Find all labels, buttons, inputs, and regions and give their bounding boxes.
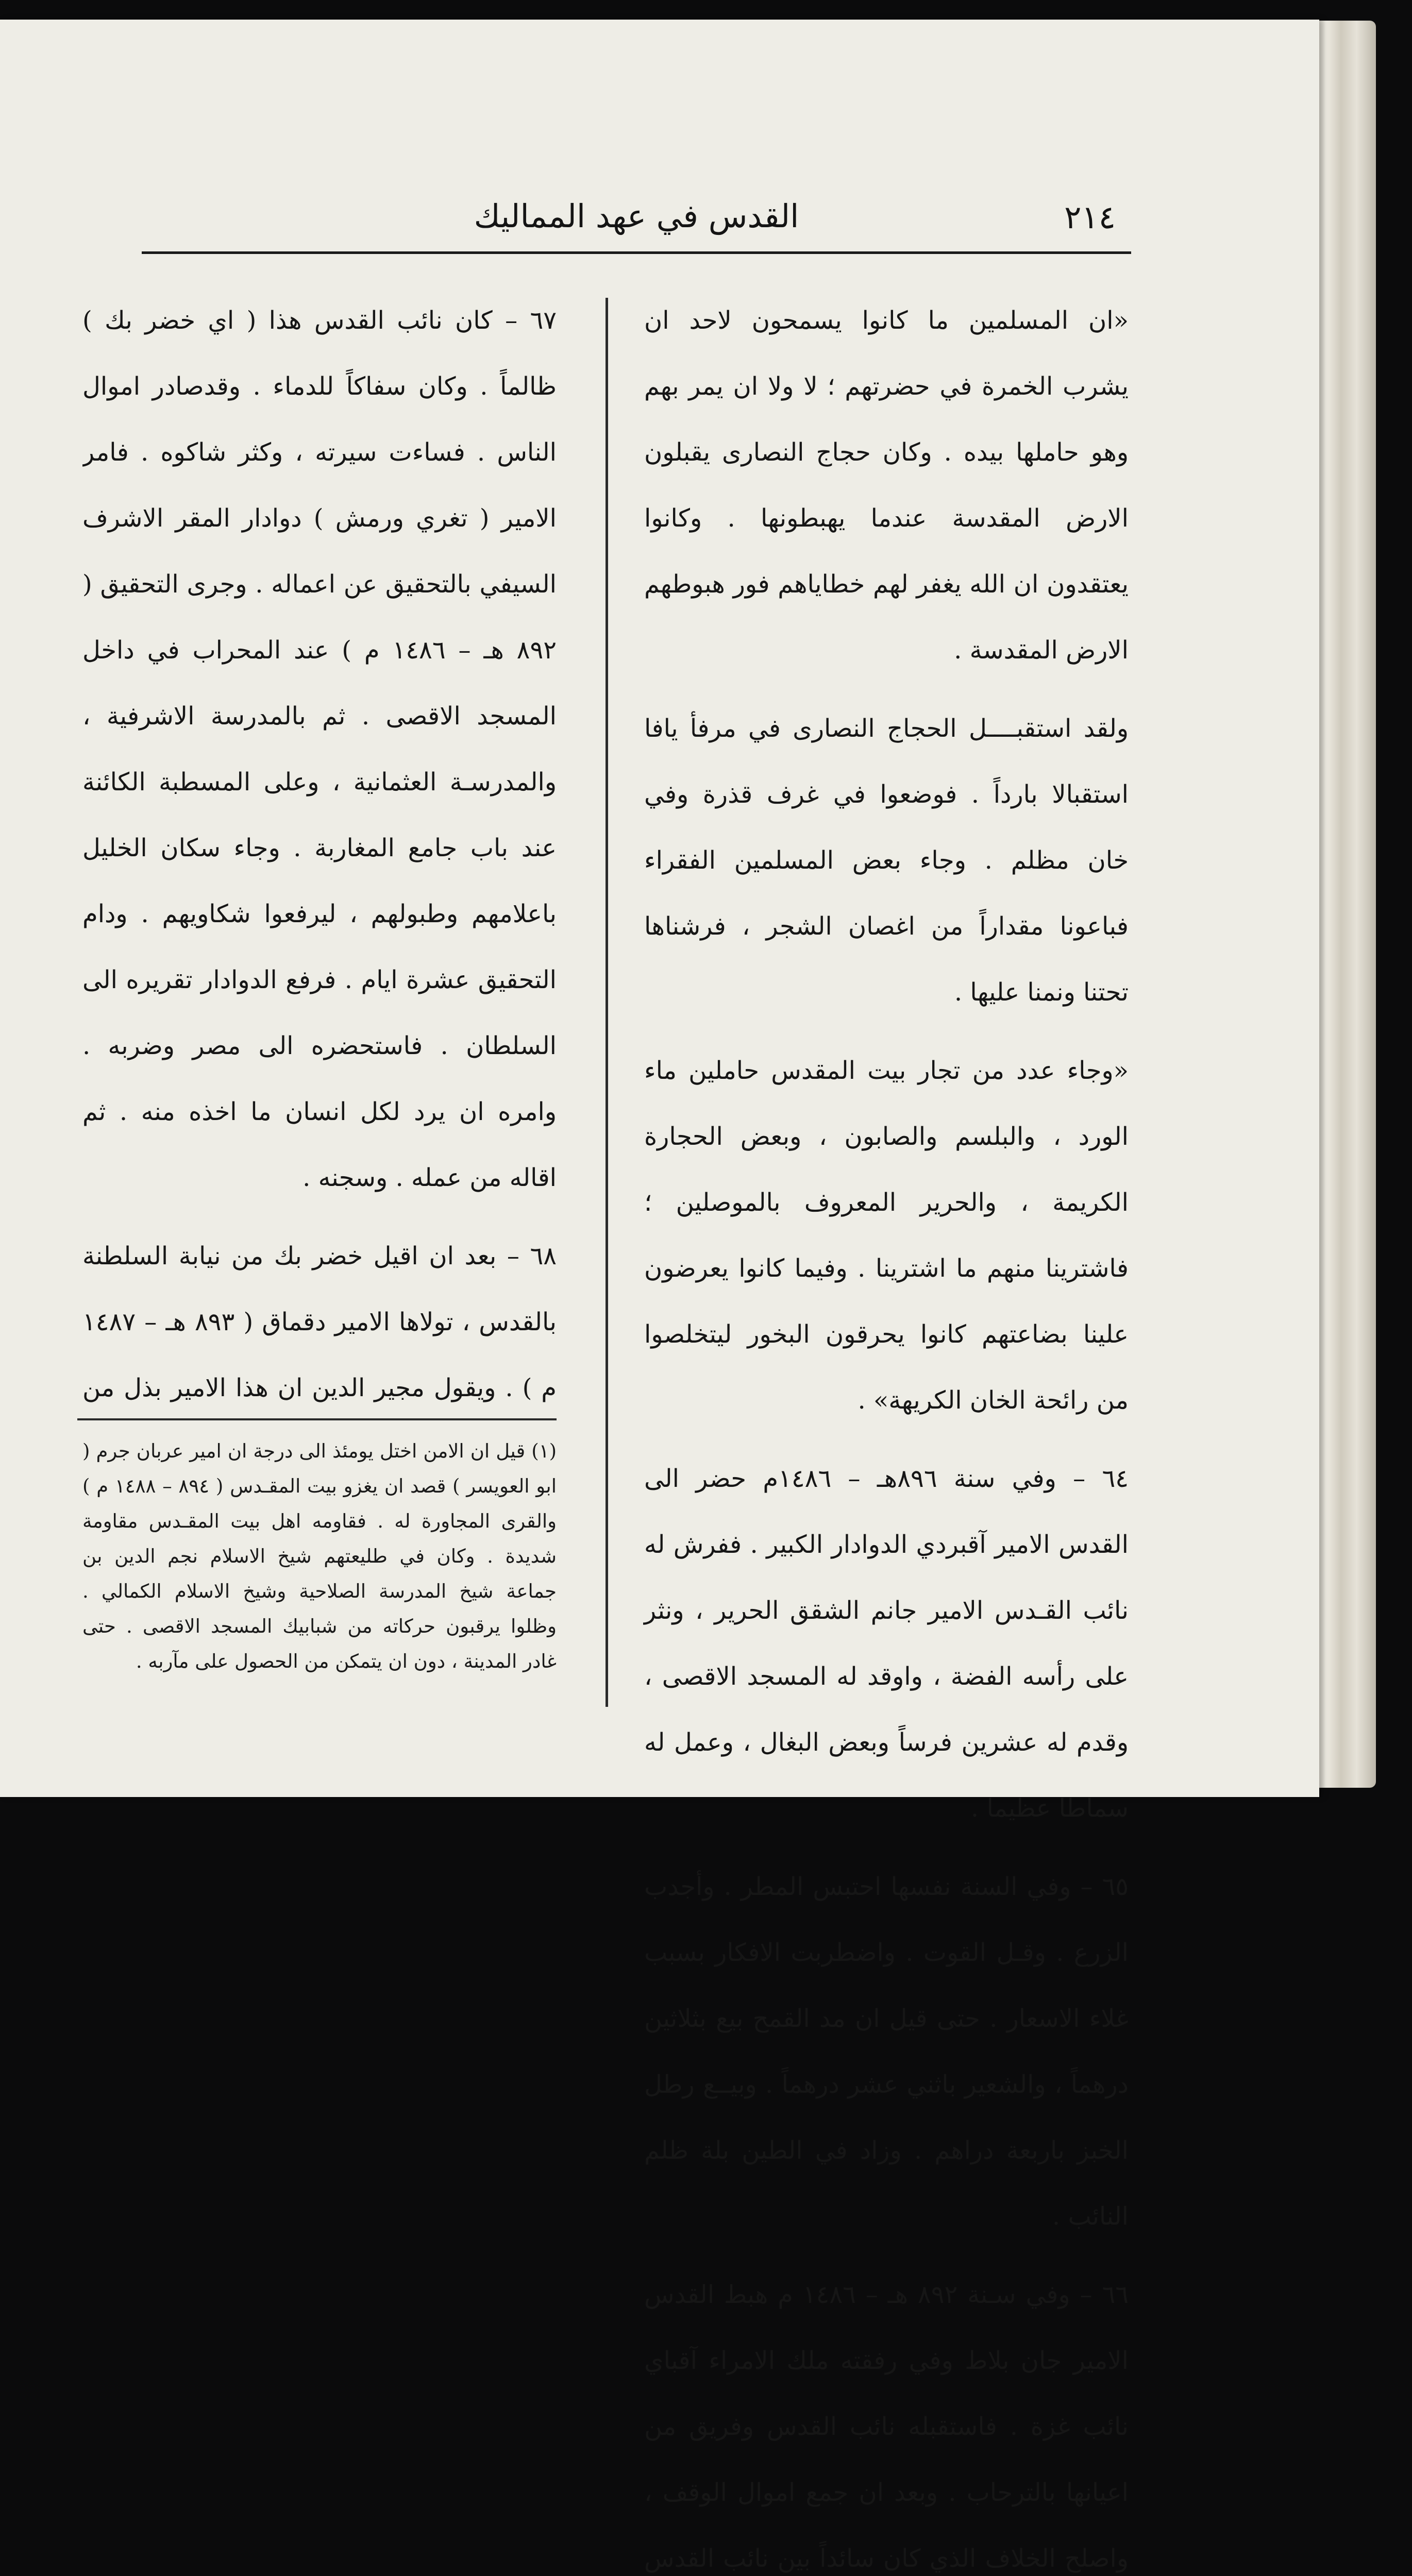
- running-header: [142, 187, 1131, 254]
- paragraph-66: ٦٦ – وفي سـنة ٨٩٢ هـ – ١٤٨٦ م هبط القدس الامير جان بلاط وفي رفقته ملك الامراء آقباي نائب غزة . فاستقبله نائب القدس وفريق من اعيانها بالترحاب . وبعد ان جمع اموال الوقف ، واصلح الخلاف الذي كان سائداً بين نائب القدس: [644, 2280, 1129, 2573]
- paragraph-quote-2: ولقد استقبــــل الحجاج النصارى في مرفأ يافا استقبالا بارداً . فوضعوا في غرف قذرة وفي خان مظلم . وجاء بعض المسلمين الفقراء فباعونا مقداراً من اغصان الشجر ، فرشناها تحتنا ونمنا عليها .: [644, 714, 1129, 1007]
- paragraph-65: ٦٥ – وفي السنة نفسها احتبس المطر . وأجدب الزرع . وقـل القوت . واضطربت الافكار بسبب غلاء الاسعار . حتى قيل ان مد القمح بيع بثلاثين درهماً ، والشعير باثني عشر درهماً . وبيــع رطل الخبز باربعة دراهم . وزاد في الطين بلة ظلم النائب .: [644, 1872, 1129, 2231]
- paragraph-quote-1: «ان المسلمين ما كانوا يسمحون لاحد ان يشرب الخمرة في حضرتهم ؛ لا ولا ان يمر بهم وهو حاملها بيده . وكان حجاج النصارى يقبلون الارض المقدسة عندما يهبطونها . وكانوا يعتقدون ان الله يغفر لهم خطاياهم فور هبوطهم الارض المقدسة .: [644, 306, 1129, 665]
- left-text-column: [82, 287, 557, 1405]
- paragraph-64: ٦٤ – وفي سنة ٨٩٦هـ – ١٤٨٦م حضر الى القدس الامير آقبردي الدوادار الكبير . ففرش له نائب القـدس الامير جانم الشقق الحرير ، ونثر على رأسه الفضة ، واوقد له المسجد الاقصى ، وقدم له عشرين فرساً وبعض البغال ، وعمل له سماطا عظيما .: [644, 1464, 1129, 1823]
- footnote: (١) قيل ان الامن اختل يومئذ الى درجة ان امير عربان جرم ( ابو العويسر ) قصد ان يغزو بيت المقـدس ( ٨٩٤ – ١٤٨٨ م ) والقرى المجاورة له . فقاومه اهل بيت المقـدس مقاومة شديدة . وكان في طليعتهم شيخ الاسلام نجم الدين بن جماعة شيخ المدرسة الصلاحية وشيخ الاسلام الكمالي . وظلوا يرقبون حركاته من شبابيك المسجد الاقصى . حتى غادر المدينة ، دون ان يتمكن من الحصول على مآربه .: [82, 1440, 557, 1672]
- paragraph-67: ٦٧ – كان نائب القدس هذا ( اي خضر بك ) ظالماً . وكان سفاكاً للدماء . وقدصادر اموال الناس . فساءت سيرته ، وكثر شاكوه . فامر الامير ( تغري ورمش ) دوادار المقر الاشرف السيفي بالتحقيق عن اعماله . وجرى التحقيق ( ٨٩٢ هـ – ١٤٨٦ م ) عند المحراب في داخل المسجد الاقصى . ثم بالمدرسة الاشرفية ، والمدرسـة العثمانية ، وعلى المسطبة الكائنة عند باب جامع المغاربة . وجاء سكان الخليل باعلامهم وطبولهم ، ليرفعوا شكاويهم . ودام التحقيق عشرة ايام . فرفع الدوادار تقريره الى السلطان . فاستحضره الى مصر وضربه . وامره ان يرد لكل انسان ما اخذه منه . ثم اقاله من عمله . وسجنه .: [82, 306, 557, 1192]
- column-divider: [606, 298, 608, 1707]
- right-text-column: [644, 287, 1129, 2576]
- footnote-rule: [77, 1418, 557, 1420]
- page-number: ٢١٤: [1064, 198, 1116, 236]
- paragraph-quote-3: «وجاء عدد من تجار بيت المقدس حاملين ماء الورد ، والبلسم والصابون ، وبعض الحجارة الكريمة ، والحرير المعروف بالموصلين ؛ فاشترينا منهم ما اشترينا . وفيما كانوا يعرضون علينا بضاعتهم كانوا يحرقون البخور ليتخلصوا من رائحة الخان الكريهة» .: [644, 1056, 1129, 1415]
- header-title: القدس في عهد المماليك: [474, 197, 799, 235]
- paragraph-68: ٦٨ – بعد ان اقيل خضر بك من نيابة السلطنة بالقدس ، تولاها الامير دقماق ( ٨٩٣ هـ – ١٤٨٧ م ) . ويقول مجير الدين ان هذا الامير بذل من: [82, 1242, 557, 1402]
- book-page: [0, 20, 1319, 2573]
